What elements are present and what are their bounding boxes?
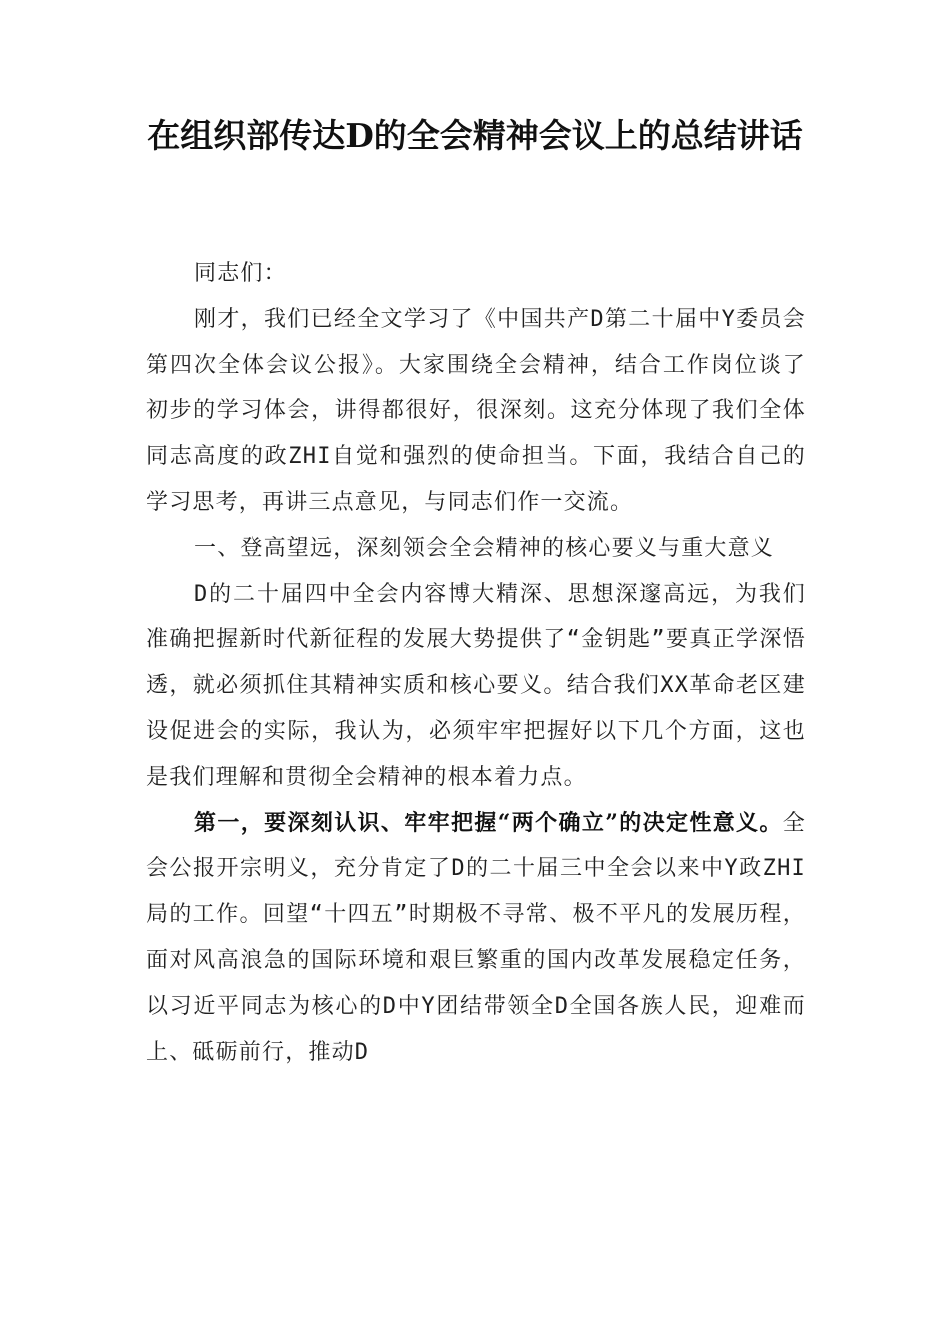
paragraph-point-1	[146, 801, 806, 1076]
salutation: 同志们：	[194, 261, 287, 286]
paragraph-intro: 刚才，我们已经全文学习了《中国共产D第二十届中Y委员会第四次全体会议公报》。大家围绕全会精神，结合工作岗位谈了初步的学习体会，讲得都很好，很深刻。这充分体现了我们全体同志高度的政ZHI自觉和强烈的使命担当。下面，我结合自己的学习思考，再讲三点意见，与同志们作一交流。	[146, 306, 806, 515]
paragraph-section-1: D的二十届四中全会内容博大精深、思想深邃高远，为我们准确把握新时代新征程的发展大势提供了“金钥匙”要真正学深悟透，就必须抓住其精神实质和核心要义。结合我们XX革命老区建设促进会的实际，我认为，必须牢牢把握好以下几个方面，这也是我们理解和贯彻全会精神的根本着力点。	[146, 581, 806, 790]
point-1-text: 全会公报开宗明义，充分肯定了D的二十届三中全会以来中Y政ZHI局的工作。回望“十四五”时期极不寻常、极不平凡的发展历程，面对风高浪急的国际环境和艰巨繁重的国内改革发展稳定任务，以习近平同志为核心的D中Y团结带领全D全国各族人民，迎难而上、砥砺前行，推动D	[146, 810, 806, 1065]
document-body	[146, 251, 806, 1075]
document-title: 在组织部传达D的全会精神会议上的总结讲话	[147, 116, 803, 155]
section-heading-1: 一、登高望远，深刻领会全会精神的核心要义与重大意义	[194, 535, 775, 561]
point-1-lead: 第一，要深刻认识、牢牢把握“两个确立”的决定性意义。	[194, 809, 783, 836]
